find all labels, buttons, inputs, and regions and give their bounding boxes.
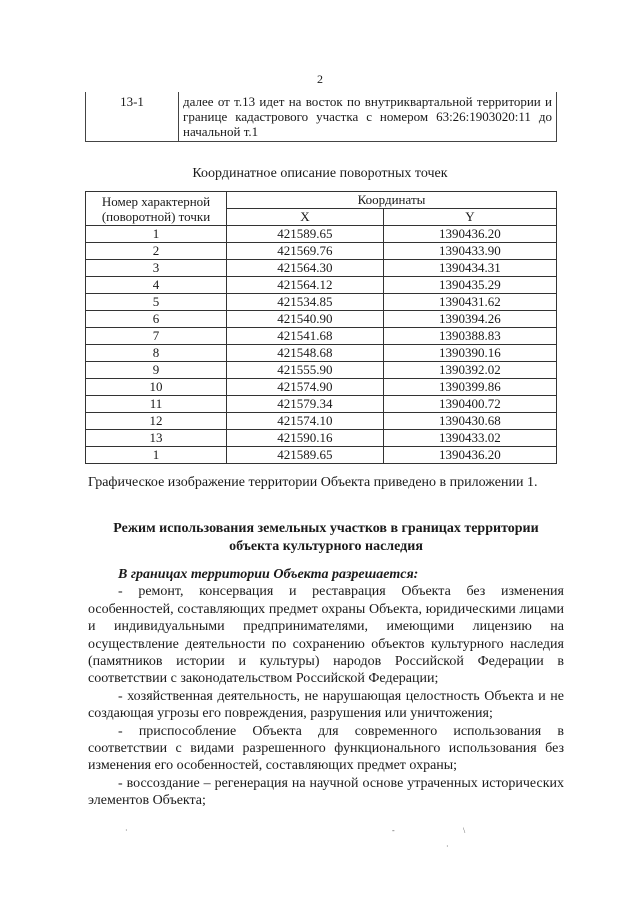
table-row [86, 260, 557, 277]
scan-speck: · [125, 826, 128, 835]
coord-table-title: Координатное описание поворотных точек [192, 166, 448, 181]
point-number-cell: 13 [86, 430, 227, 447]
scan-speck: - [392, 826, 395, 835]
x-cell: 421574.10 [227, 413, 384, 430]
table-row [86, 243, 557, 260]
allowed-item: - приспособление Объекта для современного использования в соответствии с видами разрешенного функционального использования без изменения его особенностей, составляющих предмет охраны; [88, 723, 564, 774]
x-cell: 421574.90 [227, 379, 384, 396]
segment-number: 13-1 [86, 92, 179, 142]
x-cell: 421589.65 [227, 447, 384, 464]
allowed-item: - ремонт, консервация и реставрация Объекта без изменения особенностей, составляющих предмет охраны Объекта, юридическими лицами и индивидуальными предпринимателями, имеющими лицензию на осуществление деятельности по сохранению объектов культурного наследия (памятников истории и культуры) народов Российской Федерации в соответствии с законодательством Российской Федерации; [88, 584, 564, 687]
table-row [86, 447, 557, 464]
segment-description: далее от т.13 идет на восток по внутриквартальной территории и границе кадастрового участка с номером 63:26:1903020:11 до начальной т.1 [179, 92, 557, 142]
table-row [86, 362, 557, 379]
table-row [86, 430, 557, 447]
header-x: X [227, 209, 384, 226]
header-y: Y [383, 209, 556, 226]
x-cell: 421564.30 [227, 260, 384, 277]
point-number-cell: 3 [86, 260, 227, 277]
scan-speck: · [446, 842, 449, 851]
y-cell: 1390436.20 [383, 447, 556, 464]
point-number-cell: 5 [86, 294, 227, 311]
y-cell: 1390434.31 [383, 260, 556, 277]
regime-body [88, 566, 564, 810]
table-row [86, 413, 557, 430]
table-row [86, 226, 557, 243]
y-cell: 1390394.26 [383, 311, 556, 328]
table-row [86, 396, 557, 413]
x-cell: 421541.68 [227, 328, 384, 345]
y-cell: 1390392.02 [383, 362, 556, 379]
y-cell: 1390430.68 [383, 413, 556, 430]
point-number-cell: 8 [86, 345, 227, 362]
table-row [86, 92, 557, 142]
header-point-number: Номер характерной (поворотной) точки [86, 192, 227, 226]
y-cell: 1390433.90 [383, 243, 556, 260]
header-coordinates: Координаты [227, 192, 557, 209]
x-cell: 421590.16 [227, 430, 384, 447]
x-cell: 421579.34 [227, 396, 384, 413]
allowed-item: - хозяйственная деятельность, не нарушающая целостность Объекта и не создающая угрозы его повреждения, разрушения или уничтожения; [88, 688, 564, 722]
y-cell: 1390390.16 [383, 345, 556, 362]
point-number-cell: 7 [86, 328, 227, 345]
point-number-cell: 12 [86, 413, 227, 430]
y-cell: 1390400.72 [383, 396, 556, 413]
table-row [86, 345, 557, 362]
y-cell: 1390435.29 [383, 277, 556, 294]
y-cell: 1390399.86 [383, 379, 556, 396]
regime-heading: Режим использования земельных участков в границах территории объекта культурного наследия [113, 521, 539, 554]
table-row [86, 294, 557, 311]
x-cell: 421564.12 [227, 277, 384, 294]
boundary-description-table [85, 92, 557, 142]
x-cell: 421548.68 [227, 345, 384, 362]
point-number-cell: 2 [86, 243, 227, 260]
point-number-cell: 10 [86, 379, 227, 396]
x-cell: 421555.90 [227, 362, 384, 379]
table-row [86, 328, 557, 345]
x-cell: 421534.85 [227, 294, 384, 311]
point-number-cell: 1 [86, 226, 227, 243]
x-cell: 421540.90 [227, 311, 384, 328]
point-number-cell: 11 [86, 396, 227, 413]
y-cell: 1390431.62 [383, 294, 556, 311]
allowed-item: - воссоздание – регенерация на научной основе утраченных исторических элементов Объекта; [88, 775, 564, 809]
y-cell: 1390436.20 [383, 226, 556, 243]
table-row [86, 277, 557, 294]
graphic-note: Графическое изображение территории Объекта приведено в приложении 1. [88, 475, 538, 490]
allowed-heading: В границах территории Объекта разрешается: [118, 567, 419, 582]
point-number-cell: 6 [86, 311, 227, 328]
table-row [86, 379, 557, 396]
table-header-row [86, 192, 557, 209]
point-number-cell: 4 [86, 277, 227, 294]
x-cell: 421569.76 [227, 243, 384, 260]
table-row [86, 311, 557, 328]
point-number-cell: 9 [86, 362, 227, 379]
y-cell: 1390433.02 [383, 430, 556, 447]
x-cell: 421589.65 [227, 226, 384, 243]
point-number-cell: 1 [86, 447, 227, 464]
coordinate-table [85, 191, 557, 464]
y-cell: 1390388.83 [383, 328, 556, 345]
coordinate-table-body [86, 226, 557, 464]
page-number: 2 [317, 72, 323, 86]
scan-speck: \ [463, 826, 466, 835]
